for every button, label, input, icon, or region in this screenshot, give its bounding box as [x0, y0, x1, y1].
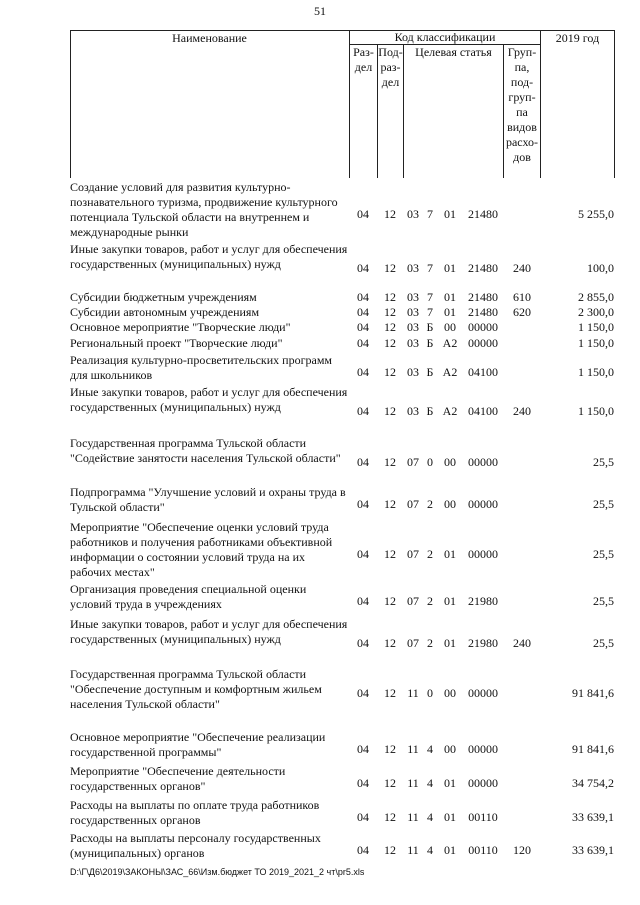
table-header: [0, 30, 640, 180]
header-left-border: [70, 30, 71, 178]
row-t3: 00: [444, 455, 456, 469]
table-row: [0, 290, 640, 305]
table-row: [0, 667, 640, 712]
row-podrazdel: 12: [384, 810, 396, 824]
row-razdel: 04: [357, 810, 369, 824]
row-name: Расходы на выплаты персоналу государственных (муниципальных) органов: [70, 831, 321, 860]
row-t1: 11: [407, 742, 419, 756]
row-t4: 00000: [468, 776, 498, 790]
row-t3: 01: [444, 261, 456, 275]
row-t2: 4: [427, 776, 433, 790]
row-razdel: 04: [357, 547, 369, 561]
row-razdel: 04: [357, 320, 369, 334]
row-t2: 2: [427, 636, 433, 650]
row-name: Субсидии автономным учреждениям: [70, 305, 260, 319]
row-t4: 21480: [468, 261, 498, 275]
row-t2: 4: [427, 843, 433, 857]
page-number: 51: [314, 4, 326, 18]
row-name: Мероприятие "Обеспечение деятельности государственных органов": [70, 764, 286, 793]
row-t2: 2: [427, 594, 433, 608]
row-amount: 91 841,6: [572, 686, 614, 700]
row-t3: 01: [444, 290, 456, 304]
row-podrazdel: 12: [384, 290, 396, 304]
row-t4: 21480: [468, 290, 498, 304]
row-t4: 00110: [468, 843, 498, 857]
row-podrazdel: 12: [384, 305, 396, 319]
row-t1: 07: [407, 455, 419, 469]
footer-file-path: D:\Г\Д6\2019\ЗАКОНЫ\ЗАС_66\Изм.бюджет ТО 2019_2021_2 чт\pr5.xls: [70, 867, 365, 877]
row-t4: 00000: [468, 742, 498, 756]
row-name: Государственная программа Тульской области "Обеспечение доступным и комфортным жильем населения Тульской области": [70, 667, 322, 711]
row-amount: 1 150,0: [578, 365, 614, 379]
row-amount: 2 855,0: [578, 290, 614, 304]
row-razdel: 04: [357, 455, 369, 469]
row-t3: А2: [442, 404, 458, 418]
row-vid: 620: [513, 305, 531, 319]
table-row: [0, 385, 640, 430]
row-podrazdel: 12: [384, 336, 396, 350]
row-t4: 04100: [468, 404, 498, 418]
row-razdel: 04: [357, 686, 369, 700]
row-podrazdel: 12: [384, 261, 396, 275]
row-t4: 00000: [468, 320, 498, 334]
header-razdel: Раз- дел: [353, 45, 374, 74]
row-razdel: 04: [357, 742, 369, 756]
row-name: Реализация культурно-просветительских программ для школьников: [70, 353, 333, 382]
row-t3: 00: [444, 320, 456, 334]
header-year: 2019 год: [555, 31, 600, 45]
row-t2: 7: [427, 305, 433, 319]
row-t4: 21980: [468, 594, 498, 608]
row-t4: 00000: [468, 686, 498, 700]
table-row: [0, 353, 640, 383]
row-t1: 07: [407, 497, 419, 511]
row-name: Организация проведения специальной оценки условий труда в учреждениях: [70, 582, 307, 611]
row-razdel: 04: [357, 365, 369, 379]
row-name: Основное мероприятие "Творческие люди": [70, 320, 291, 334]
row-t2: 7: [427, 207, 433, 221]
table-row: [0, 520, 640, 580]
row-podrazdel: 12: [384, 365, 396, 379]
row-podrazdel: 12: [384, 843, 396, 857]
row-podrazdel: 12: [384, 636, 396, 650]
header-right-border: [614, 30, 615, 178]
row-podrazdel: 12: [384, 594, 396, 608]
row-t4: 21480: [468, 207, 498, 221]
row-name: Подпрограмма "Улучшение условий и охраны труда в Тульской области": [70, 485, 346, 514]
table-row: [0, 582, 640, 612]
row-amount: 100,0: [587, 261, 614, 275]
row-name: Субсидии бюджетным учреждениям: [70, 290, 257, 304]
table-row: [0, 730, 640, 760]
row-t4: 21980: [468, 636, 498, 650]
row-podrazdel: 12: [384, 686, 396, 700]
row-amount: 25,5: [593, 547, 614, 561]
row-t2: 4: [427, 810, 433, 824]
row-podrazdel: 12: [384, 497, 396, 511]
table-row: [0, 336, 640, 351]
row-t1: 07: [407, 547, 419, 561]
header-podrazdel: Под- раз- дел: [378, 45, 403, 89]
row-amount: 5 255,0: [578, 207, 614, 221]
header-vid: Груп- па, под- груп- па видов расхо- дов: [505, 45, 539, 164]
row-t2: 7: [427, 290, 433, 304]
row-razdel: 04: [357, 594, 369, 608]
row-t1: 03: [407, 290, 419, 304]
row-t1: 07: [407, 636, 419, 650]
row-t3: 00: [444, 497, 456, 511]
table-row: [0, 180, 640, 240]
row-t1: 11: [407, 686, 419, 700]
row-name: Иные закупки товаров, работ и услуг для обеспечения государственных (муниципальных) нужд: [70, 242, 348, 271]
header-classification-code: Код классификации: [394, 30, 496, 44]
row-amount: 25,5: [593, 497, 614, 511]
row-razdel: 04: [357, 776, 369, 790]
table-row: [0, 798, 640, 828]
row-t3: 01: [444, 305, 456, 319]
row-t2: Б: [426, 365, 434, 379]
row-t4: 21480: [468, 305, 498, 319]
row-razdel: 04: [357, 290, 369, 304]
row-amount: 2 300,0: [578, 305, 614, 319]
table-row: [0, 617, 640, 662]
row-t1: 03: [407, 305, 419, 319]
row-name: Региональный проект "Творческие люди": [70, 336, 283, 350]
row-t1: 03: [407, 207, 419, 221]
row-razdel: 04: [357, 261, 369, 275]
row-podrazdel: 12: [384, 455, 396, 469]
row-amount: 1 150,0: [578, 336, 614, 350]
row-t2: 0: [427, 455, 433, 469]
table-row: [0, 305, 640, 320]
row-t3: 01: [444, 810, 456, 824]
row-t3: 01: [444, 776, 456, 790]
row-t3: 01: [444, 207, 456, 221]
row-name: Мероприятие "Обеспечение оценки условий труда работников и получения работниками объективной информации о состоянии условий труда на их рабочих местах": [70, 520, 333, 579]
row-podrazdel: 12: [384, 776, 396, 790]
row-t1: 03: [407, 365, 419, 379]
row-amount: 25,5: [593, 594, 614, 608]
row-t1: 07: [407, 594, 419, 608]
row-razdel: 04: [357, 404, 369, 418]
row-t1: 03: [407, 261, 419, 275]
row-razdel: 04: [357, 636, 369, 650]
row-t3: 01: [444, 636, 456, 650]
row-t1: 03: [407, 404, 419, 418]
row-amount: 33 639,1: [572, 810, 614, 824]
row-razdel: 04: [357, 336, 369, 350]
row-vid: 240: [513, 404, 531, 418]
row-name: Расходы на выплаты по оплате труда работников государственных органов: [70, 798, 320, 827]
row-name: Создание условий для развития культурно-познавательного туризма, продвижение культурного потенциала Тульской области на внутреннем и международные рынки: [70, 180, 338, 239]
row-t1: 11: [407, 843, 419, 857]
header-col-divider: [540, 30, 541, 178]
row-t3: А2: [442, 336, 458, 350]
row-t2: 2: [427, 547, 433, 561]
row-name: Иные закупки товаров, работ и услуг для обеспечения государственных (муниципальных) нужд: [70, 617, 348, 646]
table-row: [0, 436, 640, 481]
row-t1: 03: [407, 320, 419, 334]
row-t1: 11: [407, 810, 419, 824]
row-t2: 7: [427, 261, 433, 275]
row-podrazdel: 12: [384, 404, 396, 418]
row-t4: 00000: [468, 497, 498, 511]
row-t3: 00: [444, 686, 456, 700]
row-t2: Б: [426, 320, 434, 334]
row-t3: 01: [444, 594, 456, 608]
table-row: [0, 320, 640, 335]
row-razdel: 04: [357, 207, 369, 221]
row-t4: 00110: [468, 810, 498, 824]
row-name: Основное мероприятие "Обеспечение реализации государственной программы": [70, 730, 326, 759]
row-vid: 240: [513, 261, 531, 275]
row-t4: 04100: [468, 365, 498, 379]
row-name: Иные закупки товаров, работ и услуг для обеспечения государственных (муниципальных) нужд: [70, 385, 348, 414]
header-col-divider: [403, 44, 404, 178]
row-t3: 00: [444, 742, 456, 756]
table-row: [0, 831, 640, 861]
row-razdel: 04: [357, 497, 369, 511]
row-podrazdel: 12: [384, 547, 396, 561]
table-row: [0, 242, 640, 287]
row-vid: 120: [513, 843, 531, 857]
row-t3: А2: [442, 365, 458, 379]
table-row: [0, 485, 640, 515]
row-t2: 4: [427, 742, 433, 756]
row-t1: 11: [407, 776, 419, 790]
row-vid: 610: [513, 290, 531, 304]
header-target: Целевая статья: [415, 45, 492, 59]
row-name: Государственная программа Тульской области "Содействие занятости населения Тульской области": [70, 436, 341, 465]
row-razdel: 04: [357, 843, 369, 857]
row-amount: 33 639,1: [572, 843, 614, 857]
row-t4: 00000: [468, 547, 498, 561]
row-amount: 34 754,2: [572, 776, 614, 790]
row-t2: 0: [427, 686, 433, 700]
row-amount: 1 150,0: [578, 404, 614, 418]
row-podrazdel: 12: [384, 320, 396, 334]
row-t2: 2: [427, 497, 433, 511]
row-t2: Б: [426, 336, 434, 350]
row-t1: 03: [407, 336, 419, 350]
row-amount: 25,5: [593, 455, 614, 469]
row-t3: 01: [444, 547, 456, 561]
row-amount: 1 150,0: [578, 320, 614, 334]
row-razdel: 04: [357, 305, 369, 319]
row-amount: 91 841,6: [572, 742, 614, 756]
row-t2: Б: [426, 404, 434, 418]
table-row: [0, 764, 640, 794]
row-vid: 240: [513, 636, 531, 650]
row-t4: 00000: [468, 455, 498, 469]
row-podrazdel: 12: [384, 207, 396, 221]
row-t3: 01: [444, 843, 456, 857]
row-t4: 00000: [468, 336, 498, 350]
header-name: Наименование: [172, 31, 247, 45]
row-amount: 25,5: [593, 636, 614, 650]
row-podrazdel: 12: [384, 742, 396, 756]
